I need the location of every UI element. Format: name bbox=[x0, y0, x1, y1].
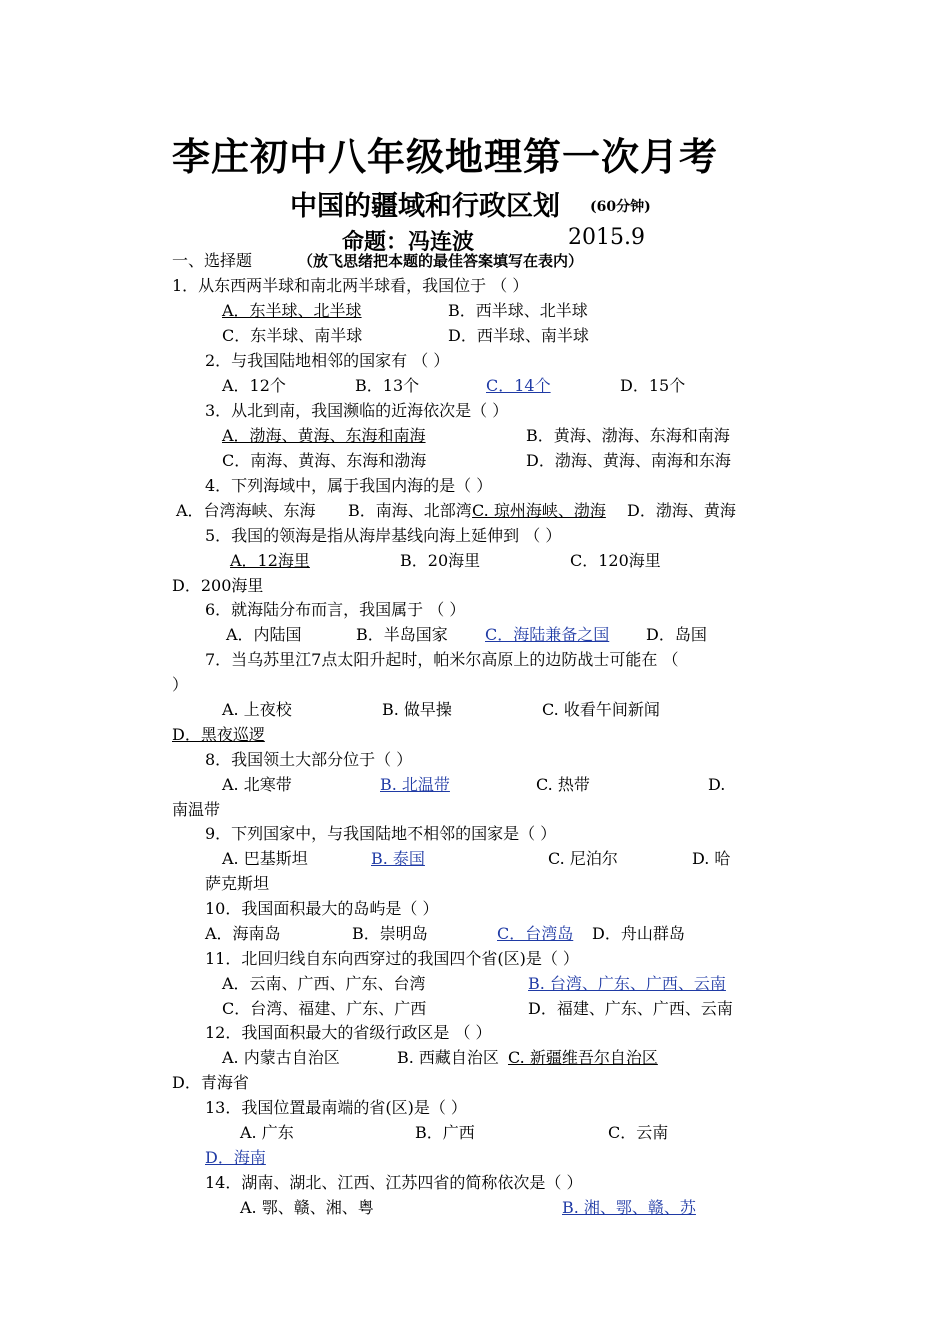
q3-option-b: B．黄海、渤海、东海和南海 bbox=[526, 426, 730, 445]
q2-option-c: C．14个 bbox=[486, 376, 551, 395]
q4-option-a: A．台湾海峡、东海 bbox=[176, 501, 316, 520]
q5-option-a: A．12海里 bbox=[230, 551, 310, 570]
q1-option-d: D．西半球、南半球 bbox=[448, 326, 589, 345]
q5-option-b: B．20海里 bbox=[400, 551, 481, 570]
question-2-stem: 2．与我国陆地相邻的国家有 （ ） bbox=[205, 351, 450, 370]
q7-option-c: C. 收看午间新闻 bbox=[542, 700, 660, 719]
section-note: （放飞思绪把本题的最佳答案填写在表内） bbox=[298, 252, 584, 270]
q14-option-a: A. 鄂、赣、湘、粤 bbox=[240, 1198, 374, 1217]
q6-option-d: D．岛国 bbox=[646, 625, 707, 644]
q13-option-b: B．广西 bbox=[415, 1123, 475, 1142]
duration-note: (60分钟) bbox=[590, 199, 651, 215]
q10-option-b: B．崇明岛 bbox=[352, 924, 428, 943]
q2-option-b: B．13个 bbox=[355, 376, 420, 395]
question-7-stem-end: ） bbox=[172, 675, 189, 694]
q10-option-c: C．台湾岛 bbox=[497, 924, 574, 943]
exam-date: 2015.9 bbox=[568, 225, 645, 250]
question-7-stem: 7．当乌苏里江7点太阳升起时，帕米尔高原上的边防战士可能在 （ bbox=[205, 650, 679, 669]
q6-option-c: C．海陆兼备之国 bbox=[485, 625, 610, 644]
q4-option-d: D．渤海、黄海 bbox=[627, 501, 736, 520]
question-6-stem: 6．就海陆分布而言，我国属于 （ ） bbox=[205, 600, 466, 619]
q11-option-b: B. 台湾、广东、广西、云南 bbox=[528, 974, 726, 993]
q4-option-b: B．南海、北部湾 bbox=[348, 501, 472, 520]
q4-option-c: C. 琼州海峡、渤海 bbox=[472, 501, 606, 520]
q14-option-b: B. 湘、鄂、赣、苏 bbox=[562, 1198, 696, 1217]
q13-option-d: D．海南 bbox=[205, 1148, 266, 1167]
q2-option-d: D．15个 bbox=[620, 376, 686, 395]
question-12-stem: 12．我国面积最大的省级行政区是 （ ） bbox=[205, 1023, 492, 1042]
question-10-stem: 10．我国面积最大的岛屿是（ ） bbox=[205, 899, 439, 918]
question-4-stem: 4．下列海域中，属于我国内海的是（ ） bbox=[205, 476, 493, 495]
q13-option-a: A. 广东 bbox=[240, 1123, 294, 1142]
q8-option-a: A. 北寒带 bbox=[222, 775, 292, 794]
q12-option-d: D．青海省 bbox=[172, 1073, 249, 1092]
q8-option-d-end: 南温带 bbox=[172, 800, 221, 819]
section-title: 一、选择题 bbox=[172, 251, 253, 270]
q13-option-c: C．云南 bbox=[608, 1123, 669, 1142]
q8-option-d-start: D. bbox=[708, 775, 726, 794]
question-14-stem: 14．湖南、湖北、江西、江苏四省的简称依次是（ ） bbox=[205, 1173, 583, 1192]
question-8-stem: 8．我国领土大部分位于（ ） bbox=[205, 750, 413, 769]
q1-option-c: C．东半球、南半球 bbox=[222, 326, 363, 345]
q10-option-a: A．海南岛 bbox=[205, 924, 281, 943]
q5-option-c: C．120海里 bbox=[570, 551, 661, 570]
q3-option-c: C．南海、黄海、东海和渤海 bbox=[222, 451, 427, 470]
q6-option-b: B．半岛国家 bbox=[356, 625, 448, 644]
q12-option-a: A. 内蒙古自治区 bbox=[222, 1048, 340, 1067]
q9-option-d-start: D. 哈 bbox=[692, 849, 731, 868]
q6-option-a: A．内陆国 bbox=[226, 625, 302, 644]
q11-option-c: C．台湾、福建、广东、广西 bbox=[222, 999, 427, 1018]
q1-option-b: B．西半球、北半球 bbox=[448, 301, 588, 320]
author-line: 命题：冯连波 bbox=[342, 229, 475, 255]
q9-option-a: A. 巴基斯坦 bbox=[222, 849, 308, 868]
q3-option-a: A．渤海、黄海、东海和南海 bbox=[222, 426, 426, 445]
q11-option-a: A．云南、广西、广东、台湾 bbox=[222, 974, 426, 993]
q11-option-d: D．福建、广东、广西、云南 bbox=[528, 999, 733, 1018]
q1-option-a: A．东半球、北半球 bbox=[222, 301, 362, 320]
page-title: 李庄初中八年级地理第一次月考 bbox=[172, 134, 719, 179]
q2-option-a: A．12个 bbox=[222, 376, 286, 395]
question-5-stem: 5．我国的领海是指从海岸基线向海上延伸到 （ ） bbox=[205, 526, 562, 545]
q8-option-c: C. 热带 bbox=[536, 775, 590, 794]
q9-option-d-end: 萨克斯坦 bbox=[205, 874, 270, 893]
q3-option-d: D．渤海、黄海、南海和东海 bbox=[526, 451, 731, 470]
q10-option-d: D．舟山群岛 bbox=[592, 924, 685, 943]
q12-option-b: B. 西藏自治区 bbox=[397, 1048, 499, 1067]
question-9-stem: 9．下列国家中，与我国陆地不相邻的国家是（ ） bbox=[205, 824, 557, 843]
q12-option-c: C. 新疆维吾尔自治区 bbox=[508, 1048, 658, 1067]
q7-option-a: A. 上夜校 bbox=[222, 700, 292, 719]
question-1-stem: 1．从东西两半球和南北两半球看，我国位于 （ ） bbox=[172, 276, 529, 295]
q9-option-c: C. 尼泊尔 bbox=[548, 849, 618, 868]
question-11-stem: 11．北回归线自东向西穿过的我国四个省(区)是（ ） bbox=[205, 949, 579, 968]
q7-option-d: D．黑夜巡逻 bbox=[172, 725, 265, 744]
q9-option-b: B. 泰国 bbox=[371, 849, 425, 868]
question-3-stem: 3．从北到南，我国濒临的近海依次是（ ） bbox=[205, 401, 509, 420]
question-13-stem: 13．我国位置最南端的省(区)是（ ） bbox=[205, 1098, 467, 1117]
page-subtitle: 中国的疆域和行政区划 bbox=[290, 191, 560, 222]
q8-option-b: B. 北温带 bbox=[380, 775, 450, 794]
q7-option-b: B. 做早操 bbox=[382, 700, 452, 719]
q5-option-d: D．200海里 bbox=[172, 576, 264, 595]
